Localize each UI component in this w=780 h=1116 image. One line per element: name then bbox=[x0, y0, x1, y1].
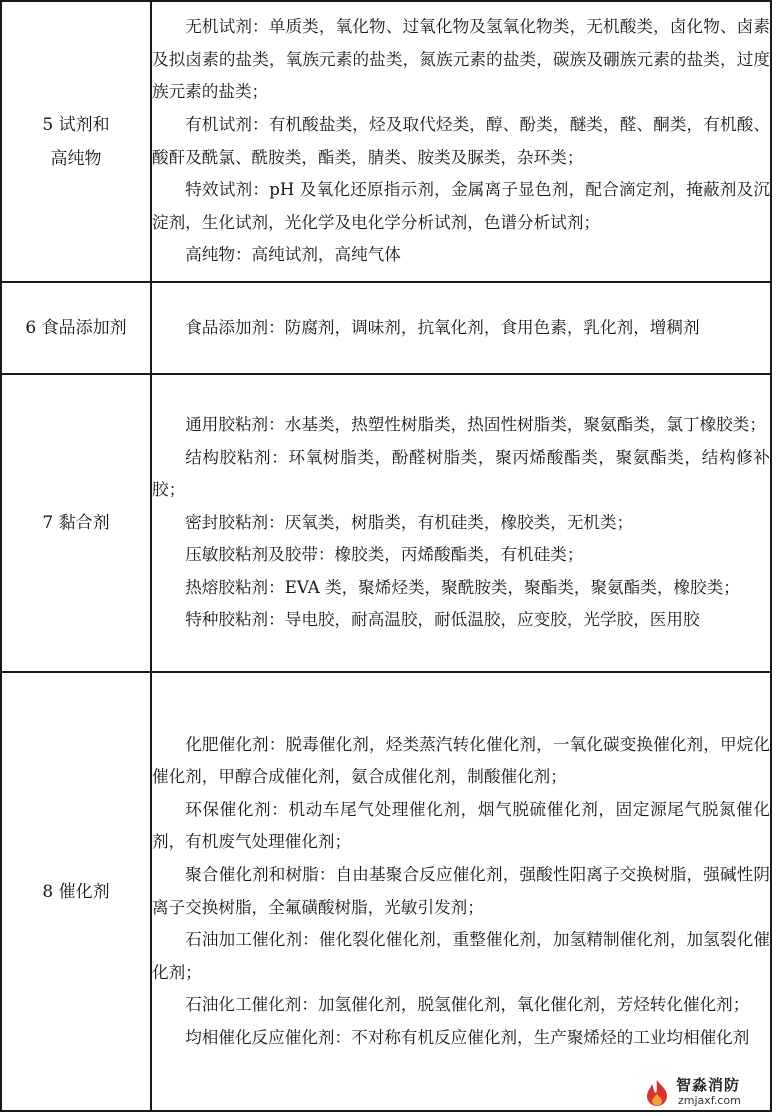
flame-logo-icon bbox=[640, 1078, 674, 1108]
food-additives-paragraph: 食品添加剂：防腐剂，调味剂，抗氧化剂，食用色素，乳化剂，增稠剂 bbox=[185, 317, 700, 337]
content-cell bbox=[151, 672, 771, 1111]
hot-melt-paragraph: 热熔胶粘剂：EVA 类，聚烯烃类，聚酰胺类，聚酯类，聚氨酯类，橡胶类； bbox=[185, 577, 740, 597]
environmental-catalysts-paragraph: 环保催化剂：机动车尾气处理催化剂，烟气脱硫催化剂，固定源尾气脱氮催化剂，有机废气处理催化剂； bbox=[152, 799, 770, 852]
watermark bbox=[640, 1072, 770, 1112]
category-cell bbox=[1, 374, 151, 672]
fertilizer-catalysts-paragraph: 化肥催化剂：脱毒催化剂，烃类蒸汽转化催化剂，一氧化碳变换催化剂，甲烷化催化剂，甲醇合成催化剂，氨合成催化剂，制酸催化剂； bbox=[152, 734, 770, 787]
table-row bbox=[1, 282, 771, 374]
high-purity-paragraph: 高纯物：高纯试剂，高纯气体 bbox=[185, 245, 401, 265]
structural-adhesives-paragraph: 结构胶粘剂：环氧树脂类，酚醛树脂类，聚丙烯酸酯类，聚氨酯类，结构修补胶； bbox=[152, 447, 770, 500]
homogeneous-catalysts-paragraph: 均相催化反应催化剂：不对称有机反应催化剂，生产聚烯烃的工业均相催化剂 bbox=[185, 1027, 750, 1047]
table-row bbox=[1, 374, 771, 672]
content-cell bbox=[151, 374, 771, 672]
petroleum-processing-paragraph: 石油加工催化剂：催化裂化催化剂，重整催化剂，加氢精制催化剂，加氢裂化催化剂； bbox=[152, 930, 770, 982]
special-adhesives-paragraph: 特种胶粘剂：导电胶，耐高温胶，耐低温胶，应变胶，光学胶，医用胶 bbox=[185, 610, 700, 630]
inorganic-reagents-paragraph: 无机试剂：单质类，氧化物、过氧化物及氢氧化物类，无机酸类，卤化物、卤素及拟卤素的盐类，氧族元素的盐类，氮族元素的盐类，碳族及硼族元素的盐类，过度族元素的盐类； bbox=[152, 17, 770, 102]
category-cell bbox=[1, 672, 151, 1111]
content-cell bbox=[151, 1, 771, 282]
table-row bbox=[1, 1, 771, 282]
category-label: 8 催化剂 bbox=[42, 881, 110, 902]
category-label: 5 试剂和 bbox=[42, 114, 110, 135]
category-label: 7 黏合剂 bbox=[42, 513, 110, 533]
category-cell bbox=[1, 1, 151, 282]
content-cell bbox=[151, 282, 771, 374]
watermark-url: zmjaxf.com bbox=[678, 1094, 741, 1107]
category-label: 高纯物 bbox=[50, 148, 102, 169]
petrochemical-catalysts-paragraph: 石油化工催化剂：加氢催化剂，脱氢催化剂，氧化催化剂，芳烃转化催化剂； bbox=[185, 995, 750, 1015]
organic-reagents-paragraph: 有机试剂：有机酸盐类，烃及取代烃类，醇、酚类，醚类，醛、酮类，有机酸、酸酐及酰氯、酰胺类，酯类，腈类、胺类及脲类，杂环类； bbox=[152, 114, 770, 167]
category-cell bbox=[1, 282, 151, 374]
watermark-title: 智淼消防 bbox=[676, 1076, 741, 1094]
category-label: 6 食品添加剂 bbox=[25, 318, 127, 338]
sealant-adhesives-paragraph: 密封胶粘剂：厌氧类，树脂类，有机硅类，橡胶类，无机类； bbox=[185, 512, 634, 532]
table-row bbox=[1, 672, 771, 1111]
polymerization-catalysts-paragraph: 聚合催化剂和树脂：自由基聚合反应催化剂，强酸性阳离子交换树脂，强碱性阴离子交换树脂，全氟磺酸树脂，光敏引发剂； bbox=[152, 864, 770, 917]
general-adhesives-paragraph: 通用胶粘剂：水基类，热塑性树脂类，热固性树脂类，聚氨酯类，氯丁橡胶类； bbox=[185, 414, 766, 434]
special-reagents-paragraph: 特效试剂：pH 及氧化还原指示剂，金属离子显色剂，配合滴定剂，掩蔽剂及沉淀剂，生化试剂，光化学及电化学分析试剂，色谱分析试剂； bbox=[152, 180, 770, 232]
pressure-sensitive-paragraph: 压敏胶粘剂及胶带：橡胶类，丙烯酸酯类，有机硅类； bbox=[185, 545, 584, 565]
